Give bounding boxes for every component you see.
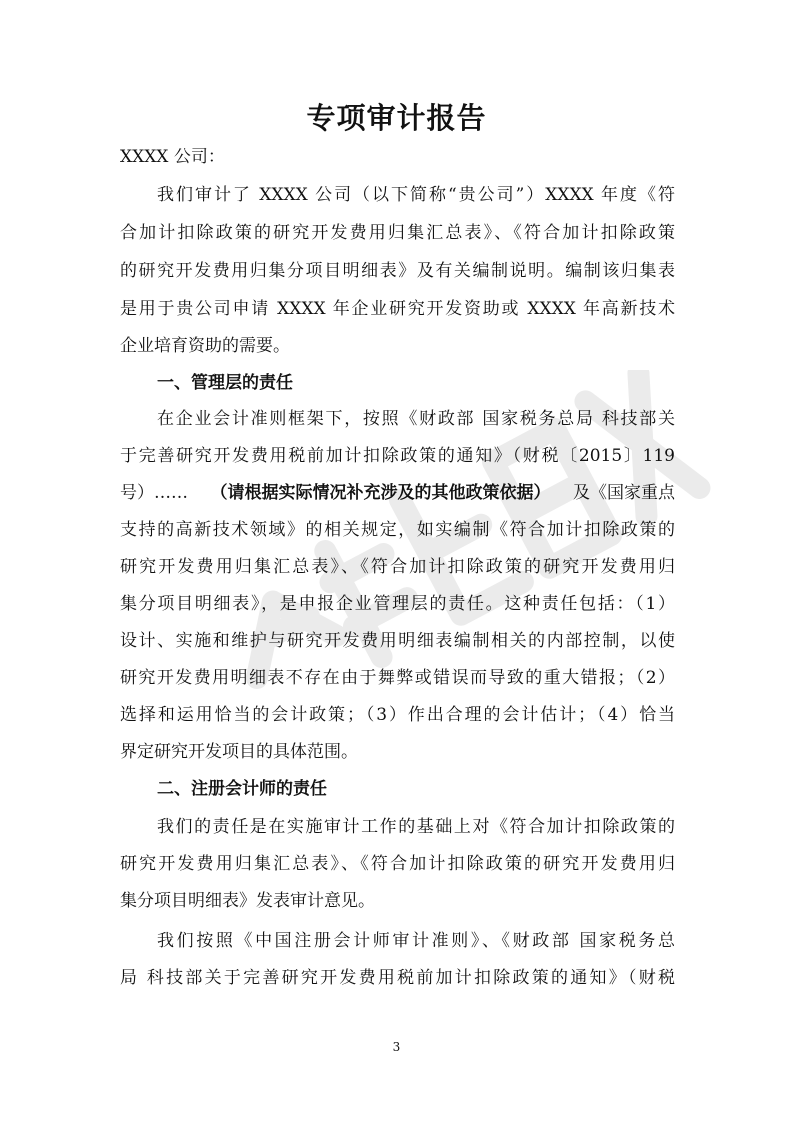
paragraph-2-line: 于完善研究开发费用税前加计扣除政策的通知》（财税〔2015〕119: [120, 446, 675, 466]
paragraph-2-line: 界定研究开发项目的具体范围。: [120, 742, 358, 762]
paragraph-1-line: 企业培育资助的需要。: [120, 336, 290, 356]
page-number: 3: [392, 1040, 401, 1054]
section-heading-auditor: 二、注册会计师的责任: [157, 779, 327, 799]
paragraph-1-line: 的研究开发费用归集分项目明细表》及有关编制说明。编制该归集表: [120, 261, 675, 281]
paragraph-2-line: 研究开发费用归集汇总表》、《符合加计扣除政策的研究开发费用归: [120, 557, 675, 577]
paragraph-3-line: 我们的责任是在实施审计工作的基础上对《符合加计扣除政策的: [157, 817, 675, 837]
paragraph-3-line: 研究开发费用归集汇总表》、《符合加计扣除政策的研究开发费用归: [120, 854, 675, 874]
paragraph-4-line: 我们按照《中国注册会计师审计准则》、《财政部 国家税务总: [157, 931, 675, 951]
salutation: XXXX 公司：: [120, 147, 225, 167]
paragraph-1-line: 我们审计了 XXXX 公司（以下简称“贵公司”）XXXX 年度《符: [157, 185, 675, 205]
paragraph-2-line: 研究开发费用明细表不存在由于舞弊或错误而导致的重大错报；（2）: [120, 668, 675, 688]
paragraph-4-line: 局 科技部关于完善研究开发费用税前加计扣除政策的通知》（财税: [120, 968, 675, 988]
section-heading-management: 一、管理层的责任: [157, 373, 293, 393]
report-title: 专项审计报告: [306, 101, 487, 135]
paragraph-1-line: 是用于贵公司申请 XXXX 年企业研究开发资助或 XXXX 年高新技术: [120, 299, 675, 319]
text-segment: 及《国家重点: [573, 483, 675, 503]
paragraph-2-line: [120, 478, 675, 508]
paragraph-2-line: 支持的高新技术领域》的相关规定，如实编制《符合加计扣除政策的: [120, 520, 675, 540]
paragraph-2-line: 设计、实施和维护与研究开发费用明细表编制相关的内部控制，以使: [120, 631, 675, 651]
paragraph-2-line: 在企业会计准则框架下，按照《财政部 国家税务总局 科技部关: [157, 409, 675, 429]
paragraph-1-line: 合加计扣除政策的研究开发费用归集汇总表》、《符合加计扣除政策: [120, 223, 675, 243]
text-segment: 号）……: [120, 483, 188, 503]
paragraph-2-line: 集分项目明细表》，是申报企业管理层的责任。这种责任包括：（1）: [120, 594, 675, 614]
paragraph-2-line: 选择和运用恰当的会计政策；（3）作出合理的会计估计；（4）恰当: [120, 705, 675, 725]
paragraph-3-line: 集分项目明细表》发表审计意见。: [120, 891, 375, 911]
policy-note-bold: （请根据实际情况补充涉及的其他政策依据）: [210, 483, 551, 503]
